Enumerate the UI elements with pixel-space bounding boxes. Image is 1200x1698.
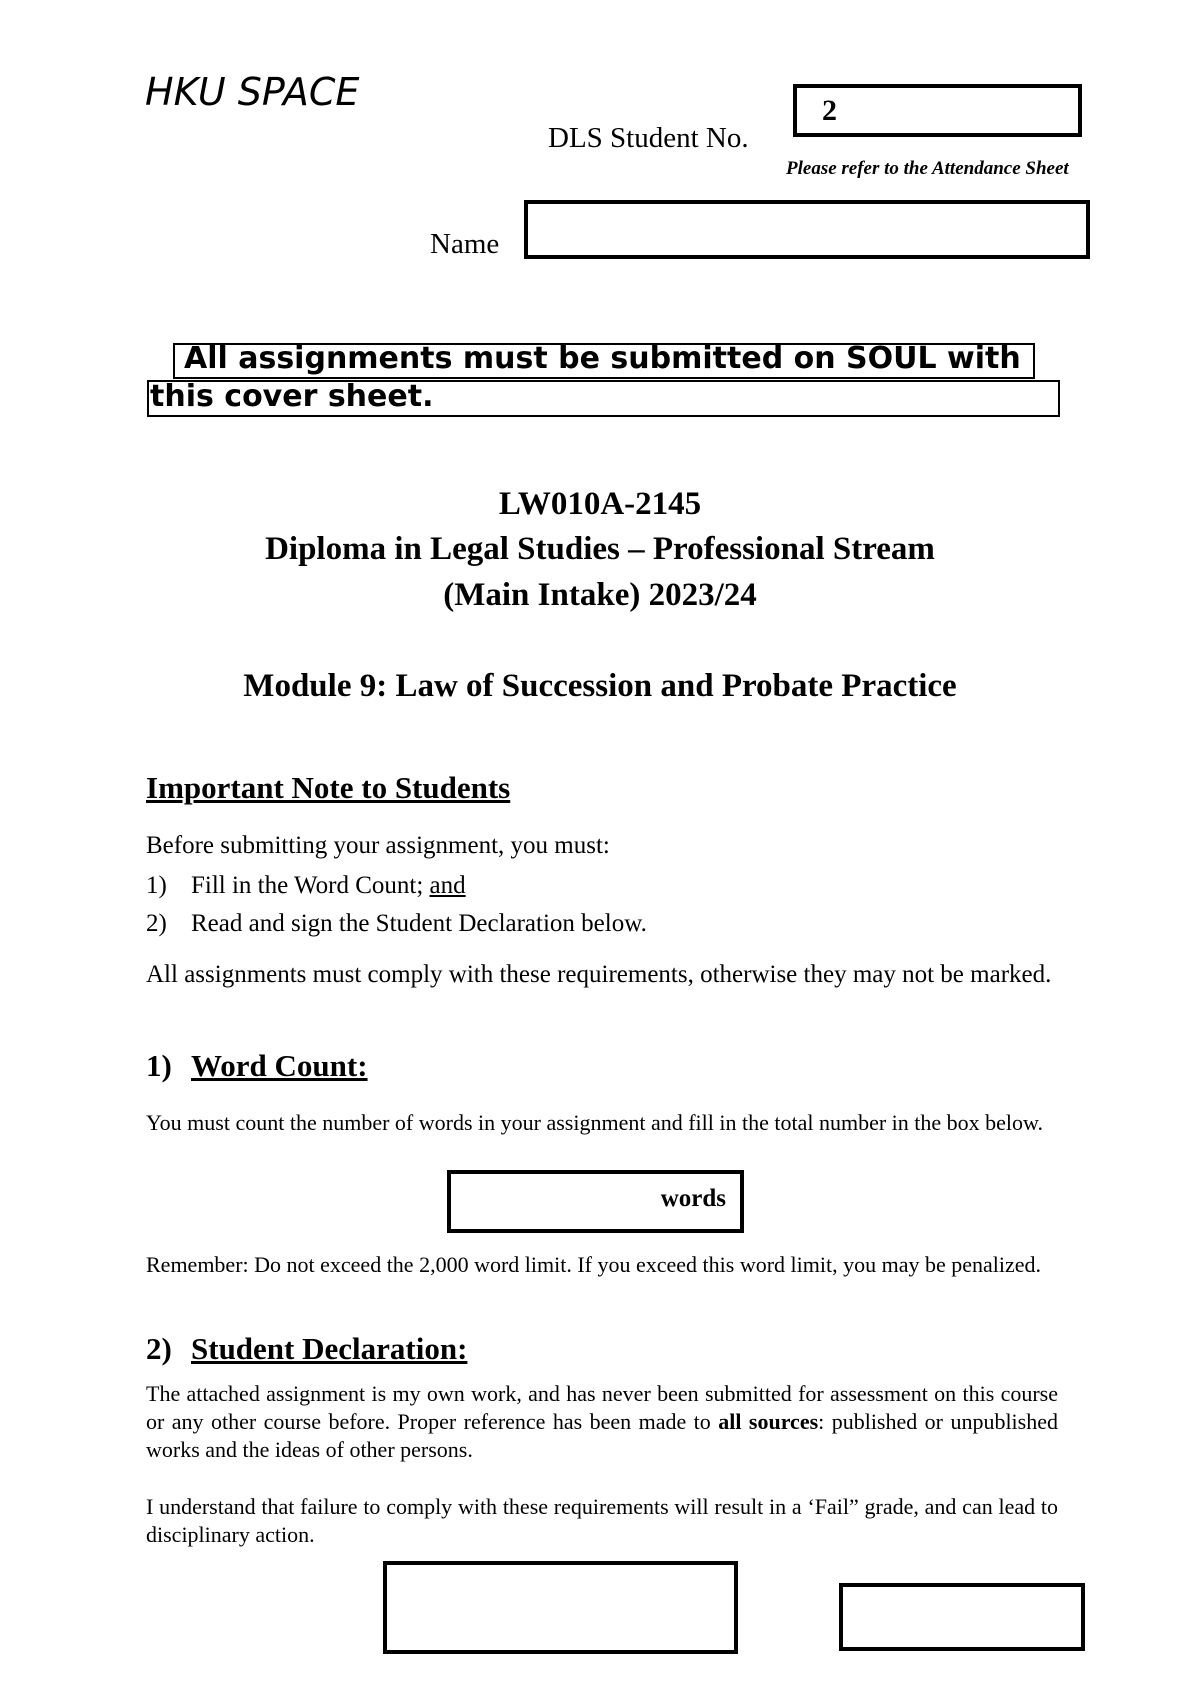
word-count-heading bbox=[146, 1048, 646, 1088]
word-count-instruction: You must count the number of words in your assignment and fill in the total number in the box below. bbox=[146, 1110, 1044, 1135]
compliance-note: All assignments must comply with these requirements, otherwise they may not be marked. bbox=[146, 961, 1052, 988]
student-no-label: DLS Student No. bbox=[548, 122, 749, 154]
declaration-text-b: : published or unpublished works and the ideas of other persons. bbox=[146, 1409, 1058, 1462]
signature-field[interactable] bbox=[383, 1561, 738, 1654]
section-number: 2) bbox=[146, 1331, 172, 1366]
declaration-text-a: The attached assignment is my own work, and has never been submitted for assessment on this course or any other course before. Proper reference has been made to bbox=[146, 1381, 1058, 1434]
programme-title-line-1: Diploma in Legal Studies – Professional Stream bbox=[265, 531, 935, 567]
list-item bbox=[146, 910, 846, 940]
section-number: 1) bbox=[146, 1048, 172, 1083]
word-count-unit: words bbox=[660, 1185, 726, 1212]
list-item bbox=[146, 872, 846, 902]
submission-banner bbox=[150, 340, 1050, 416]
name-label: Name bbox=[430, 228, 500, 260]
declaration-paragraph-2: I understand that failure to comply with these requirements will result in a ‘Fail” grade, and can lead to disciplinary action. bbox=[146, 1494, 1058, 1547]
declaration-all-sources: all sources bbox=[718, 1409, 819, 1434]
section-title: Student Declaration: bbox=[191, 1331, 468, 1366]
org-logo-text: HKU SPACE bbox=[145, 70, 360, 114]
attendance-note: Please refer to the Attendance Sheet bbox=[786, 158, 1069, 179]
name-field[interactable] bbox=[524, 200, 1090, 259]
section-title: Word Count: bbox=[191, 1048, 368, 1083]
important-note-heading: Important Note to Students bbox=[146, 770, 511, 805]
list-item-text-main: Fill in the Word Count; bbox=[191, 872, 430, 899]
important-note-intro: Before submitting your assignment, you must: bbox=[146, 832, 610, 859]
banner-line-2: this cover sheet. bbox=[150, 379, 434, 414]
list-item-text: Read and sign the Student Declaration below. bbox=[191, 910, 647, 937]
word-limit-reminder: Remember: Do not exceed the 2,000 word limit. If you exceed this word limit, you may be penalized. bbox=[146, 1252, 1042, 1277]
course-code: LW010A-2145 bbox=[498, 486, 702, 522]
student-no-field[interactable] bbox=[793, 84, 1082, 137]
date-field[interactable] bbox=[839, 1583, 1085, 1651]
banner-line-1: All assignments must be submitted on SOUL with bbox=[184, 341, 1021, 376]
declaration-heading bbox=[146, 1331, 646, 1371]
list-item-number: 1) bbox=[146, 872, 167, 899]
declaration-paragraph-1 bbox=[146, 1380, 1058, 1464]
list-item-text-and: and bbox=[429, 872, 466, 899]
list-item-number: 2) bbox=[146, 910, 167, 937]
module-title: Module 9: Law of Succession and Probate Practice bbox=[243, 668, 957, 704]
student-no-value: 2 bbox=[822, 94, 837, 127]
programme-title-line-2: (Main Intake) 2023/24 bbox=[443, 577, 757, 613]
word-count-field[interactable] bbox=[447, 1170, 744, 1233]
list-item-text bbox=[191, 872, 466, 900]
